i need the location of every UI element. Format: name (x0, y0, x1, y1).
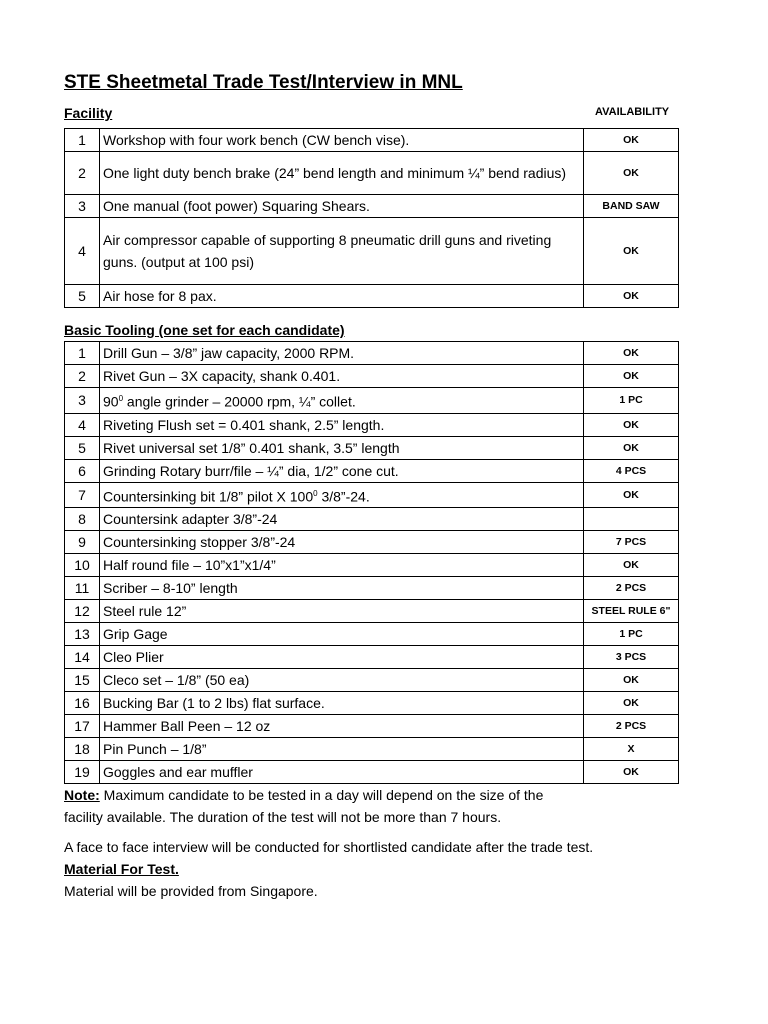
interview-text: A face to face interview will be conducted for shortlisted candidate after the trade test. (64, 839, 594, 855)
row-availability: 2 PCS (584, 715, 679, 738)
row-availability: OK (584, 342, 679, 365)
row-number: 1 (65, 342, 100, 365)
row-description-part: angle grinder – 20000 rpm, ¼” collet. (123, 393, 356, 410)
row-availability: 1 PC (584, 388, 679, 414)
table-row (65, 482, 679, 508)
table-row (65, 459, 679, 482)
row-description: Goggles and ear muffler (100, 761, 584, 784)
row-availability: BAND SAW (584, 195, 679, 218)
row-number: 4 (65, 218, 100, 285)
row-number: 2 (65, 152, 100, 195)
row-availability: 7 PCS (584, 531, 679, 554)
table-row (65, 365, 679, 388)
row-number: 12 (65, 600, 100, 623)
facility-table (64, 128, 679, 308)
table-row (65, 715, 679, 738)
row-availability: OK (584, 692, 679, 715)
row-number: 17 (65, 715, 100, 738)
row-number: 6 (65, 459, 100, 482)
table-row (65, 623, 679, 646)
row-availability: OK (584, 669, 679, 692)
row-number: 14 (65, 646, 100, 669)
row-number: 5 (65, 285, 100, 308)
row-description: Half round file – 10”x1”x1/4” (100, 554, 584, 577)
table-row (65, 436, 679, 459)
row-description: Grinding Rotary burr/file – ¼” dia, 1/2” cone cut. (100, 459, 584, 482)
table-row (65, 669, 679, 692)
row-description: Air hose for 8 pax. (100, 285, 584, 308)
row-availability (584, 508, 679, 531)
table-row (65, 129, 679, 152)
table-row (65, 508, 679, 531)
row-number: 1 (65, 129, 100, 152)
row-description-part: Countersinking bit 1/8” pilot X 100 (103, 488, 314, 505)
table-row (65, 388, 679, 414)
row-availability: X (584, 738, 679, 761)
row-availability: OK (584, 436, 679, 459)
row-number: 3 (65, 388, 100, 414)
availability-heading: AVAILABILITY (595, 106, 670, 118)
row-number: 3 (65, 195, 100, 218)
table-row (65, 577, 679, 600)
row-number: 2 (65, 365, 100, 388)
row-availability: OK (584, 761, 679, 784)
row-description: Grip Gage (100, 623, 584, 646)
row-description-part: 90 (103, 393, 119, 410)
table-row (65, 600, 679, 623)
table-row (65, 554, 679, 577)
table-row (65, 761, 679, 784)
row-description (100, 388, 584, 414)
row-description: Air compressor capable of supporting 8 pneumatic drill guns and riveting guns. (output at 100 psi) (100, 218, 584, 285)
row-description: Steel rule 12” (100, 600, 584, 623)
row-number: 10 (65, 554, 100, 577)
row-description: Pin Punch – 1/8” (100, 738, 584, 761)
row-number: 16 (65, 692, 100, 715)
row-number: 13 (65, 623, 100, 646)
row-availability: 1 PC (584, 623, 679, 646)
row-description: Countersink adapter 3/8”-24 (100, 508, 584, 531)
degree-superscript: 0 (313, 488, 318, 498)
note-line-2: facility available. The duration of the test will not be more than 7 hours. (64, 809, 502, 825)
table-row (65, 218, 679, 285)
row-number: 4 (65, 413, 100, 436)
table-row (65, 738, 679, 761)
row-availability: OK (584, 218, 679, 285)
row-description: Riveting Flush set = 0.401 shank, 2.5” length. (100, 413, 584, 436)
row-number: 5 (65, 436, 100, 459)
table-row (65, 195, 679, 218)
row-description (100, 482, 584, 508)
table-row (65, 646, 679, 669)
material-text: Material will be provided from Singapore. (64, 883, 318, 899)
table-row (65, 152, 679, 195)
row-availability: OK (584, 482, 679, 508)
row-description: Rivet universal set 1/8” 0.401 shank, 3.5” length (100, 436, 584, 459)
row-description: One light duty bench brake (24” bend length and minimum ¼” bend radius) (100, 152, 584, 195)
degree-superscript: 0 (118, 394, 124, 403)
row-number: 11 (65, 577, 100, 600)
row-description: Rivet Gun – 3X capacity, shank 0.401. (100, 365, 584, 388)
row-availability: STEEL RULE 6" (584, 600, 679, 623)
row-description: Scriber – 8-10” length (100, 577, 584, 600)
row-availability: 2 PCS (584, 577, 679, 600)
row-availability: OK (584, 413, 679, 436)
row-description: One manual (foot power) Squaring Shears. (100, 195, 584, 218)
document-title: STE Sheetmetal Trade Test/Interview in MNL (64, 72, 463, 93)
table-row (65, 413, 679, 436)
tooling-table (64, 341, 679, 784)
tooling-heading: Basic Tooling (one set for each candidate) (64, 322, 345, 338)
row-description: Countersinking stopper 3/8”-24 (100, 531, 584, 554)
table-row (65, 342, 679, 365)
row-description-part: 3/8”-24. (317, 488, 370, 505)
row-description: Workshop with four work bench (CW bench vise). (100, 129, 584, 152)
facility-heading: Facility (64, 105, 113, 121)
note-text: Maximum candidate to be tested in a day will depend on the size of the (99, 787, 544, 803)
row-number: 9 (65, 531, 100, 554)
note-line-1 (64, 784, 543, 806)
row-description: Hammer Ball Peen – 12 oz (100, 715, 584, 738)
row-availability: OK (584, 365, 679, 388)
row-availability: OK (584, 285, 679, 308)
row-number: 8 (65, 508, 100, 531)
table-row (65, 285, 679, 308)
row-description: Bucking Bar (1 to 2 lbs) flat surface. (100, 692, 584, 715)
material-heading: Material For Test. (64, 861, 179, 877)
row-number: 7 (65, 482, 100, 508)
row-description: Cleo Plier (100, 646, 584, 669)
table-row (65, 531, 679, 554)
row-number: 15 (65, 669, 100, 692)
row-description: Drill Gun – 3/8” jaw capacity, 2000 RPM. (100, 342, 584, 365)
row-number: 19 (65, 761, 100, 784)
note-label: Note: (64, 787, 100, 803)
row-number: 18 (65, 738, 100, 761)
row-availability: OK (584, 129, 679, 152)
row-availability: OK (584, 152, 679, 195)
row-description: Cleco set – 1/8” (50 ea) (100, 669, 584, 692)
row-availability: 4 PCS (584, 459, 679, 482)
table-row (65, 692, 679, 715)
row-availability: 3 PCS (584, 646, 679, 669)
row-availability: OK (584, 554, 679, 577)
